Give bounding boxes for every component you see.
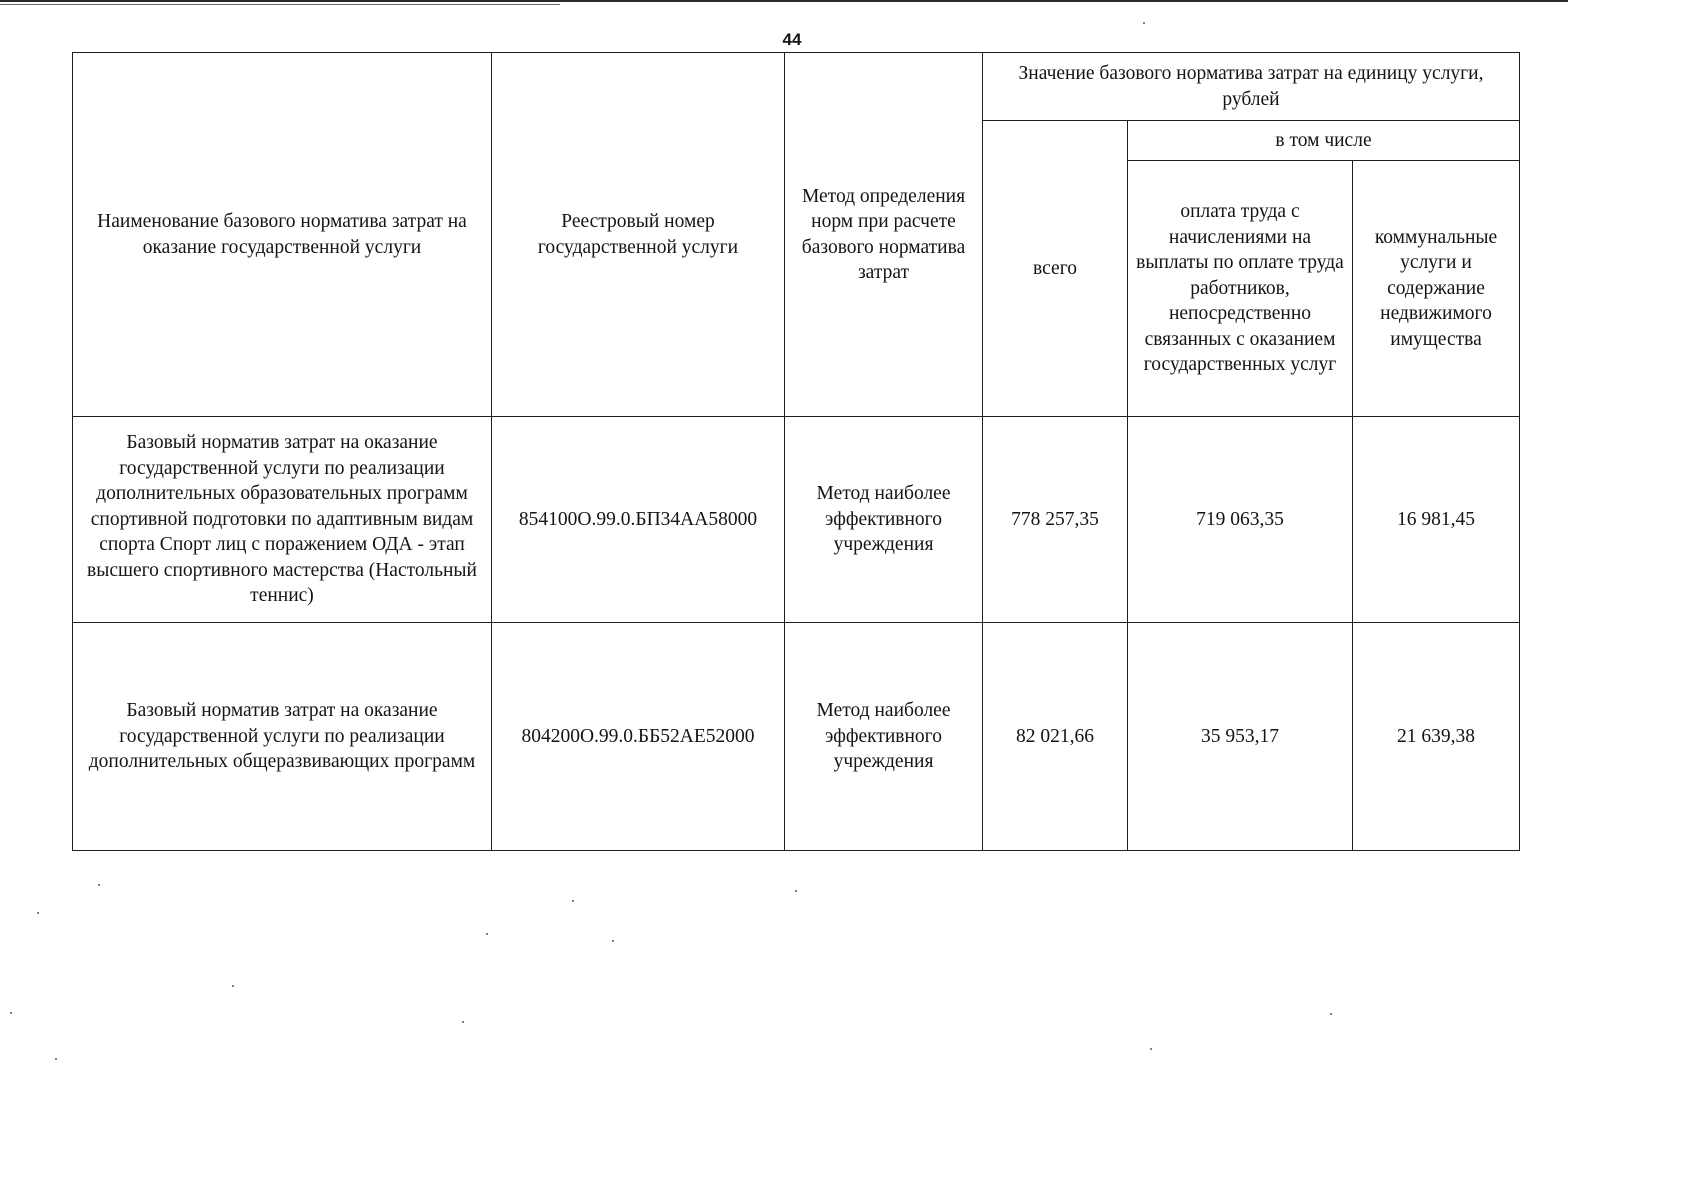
scan-speck	[486, 933, 488, 935]
table-row	[73, 623, 1520, 851]
header-total: всего	[983, 121, 1128, 417]
scan-speck	[1143, 22, 1145, 24]
cost-norms-table	[72, 52, 1520, 851]
header-value-group: Значение базового норматива затрат на единицу услуги, рублей	[983, 53, 1520, 121]
header-registry-number: Реестровый номер государственной услуги	[492, 53, 785, 417]
header-utilities: коммунальные услуги и содержание недвижимого имущества	[1353, 161, 1520, 417]
table-row	[73, 417, 1520, 623]
scan-speck	[37, 912, 39, 914]
scan-speck	[795, 890, 797, 892]
row-method: Метод наиболее эффективного учреждения	[785, 417, 983, 623]
row-utilities: 16 981,45	[1353, 417, 1520, 623]
header-method: Метод определения норм при расчете базового норматива затрат	[785, 53, 983, 417]
top-rule	[0, 0, 1568, 2]
scan-speck	[10, 1012, 12, 1014]
row-registry-number: 854100О.99.0.БП34АА58000	[492, 417, 785, 623]
header-name: Наименование базового норматива затрат на оказание государственной услуги	[73, 53, 492, 417]
scan-speck	[572, 900, 574, 902]
row-name: Базовый норматив затрат на оказание государственной услуги по реализации дополнительных общеразвивающих программ	[73, 623, 492, 851]
scan-speck	[232, 985, 234, 987]
row-method: Метод наиболее эффективного учреждения	[785, 623, 983, 851]
row-utilities: 21 639,38	[1353, 623, 1520, 851]
page-number: 44	[782, 30, 802, 49]
row-total: 82 021,66	[983, 623, 1128, 851]
header-labor: оплата труда с начислениями на выплаты по оплате труда работников, непосредственно связанных с оказанием государственных услуг	[1128, 161, 1353, 417]
scan-speck	[462, 1021, 464, 1023]
scan-speck	[1150, 1048, 1152, 1050]
row-labor: 35 953,17	[1128, 623, 1353, 851]
scan-speck	[612, 940, 614, 942]
row-registry-number: 804200О.99.0.ББ52АЕ52000	[492, 623, 785, 851]
scan-speck	[1330, 1013, 1332, 1015]
header-including: в том числе	[1128, 121, 1520, 161]
row-labor: 719 063,35	[1128, 417, 1353, 623]
scan-speck	[98, 884, 100, 886]
scan-speck	[55, 1058, 57, 1060]
row-total: 778 257,35	[983, 417, 1128, 623]
row-name: Базовый норматив затрат на оказание государственной услуги по реализации дополнительных образовательных программ спортивной подготовки по адаптивным видам спорта Спорт лиц с поражением ОДА - этап высшего спортивного мастерства (Настольный теннис)	[73, 417, 492, 623]
top-rule-short	[0, 4, 560, 5]
